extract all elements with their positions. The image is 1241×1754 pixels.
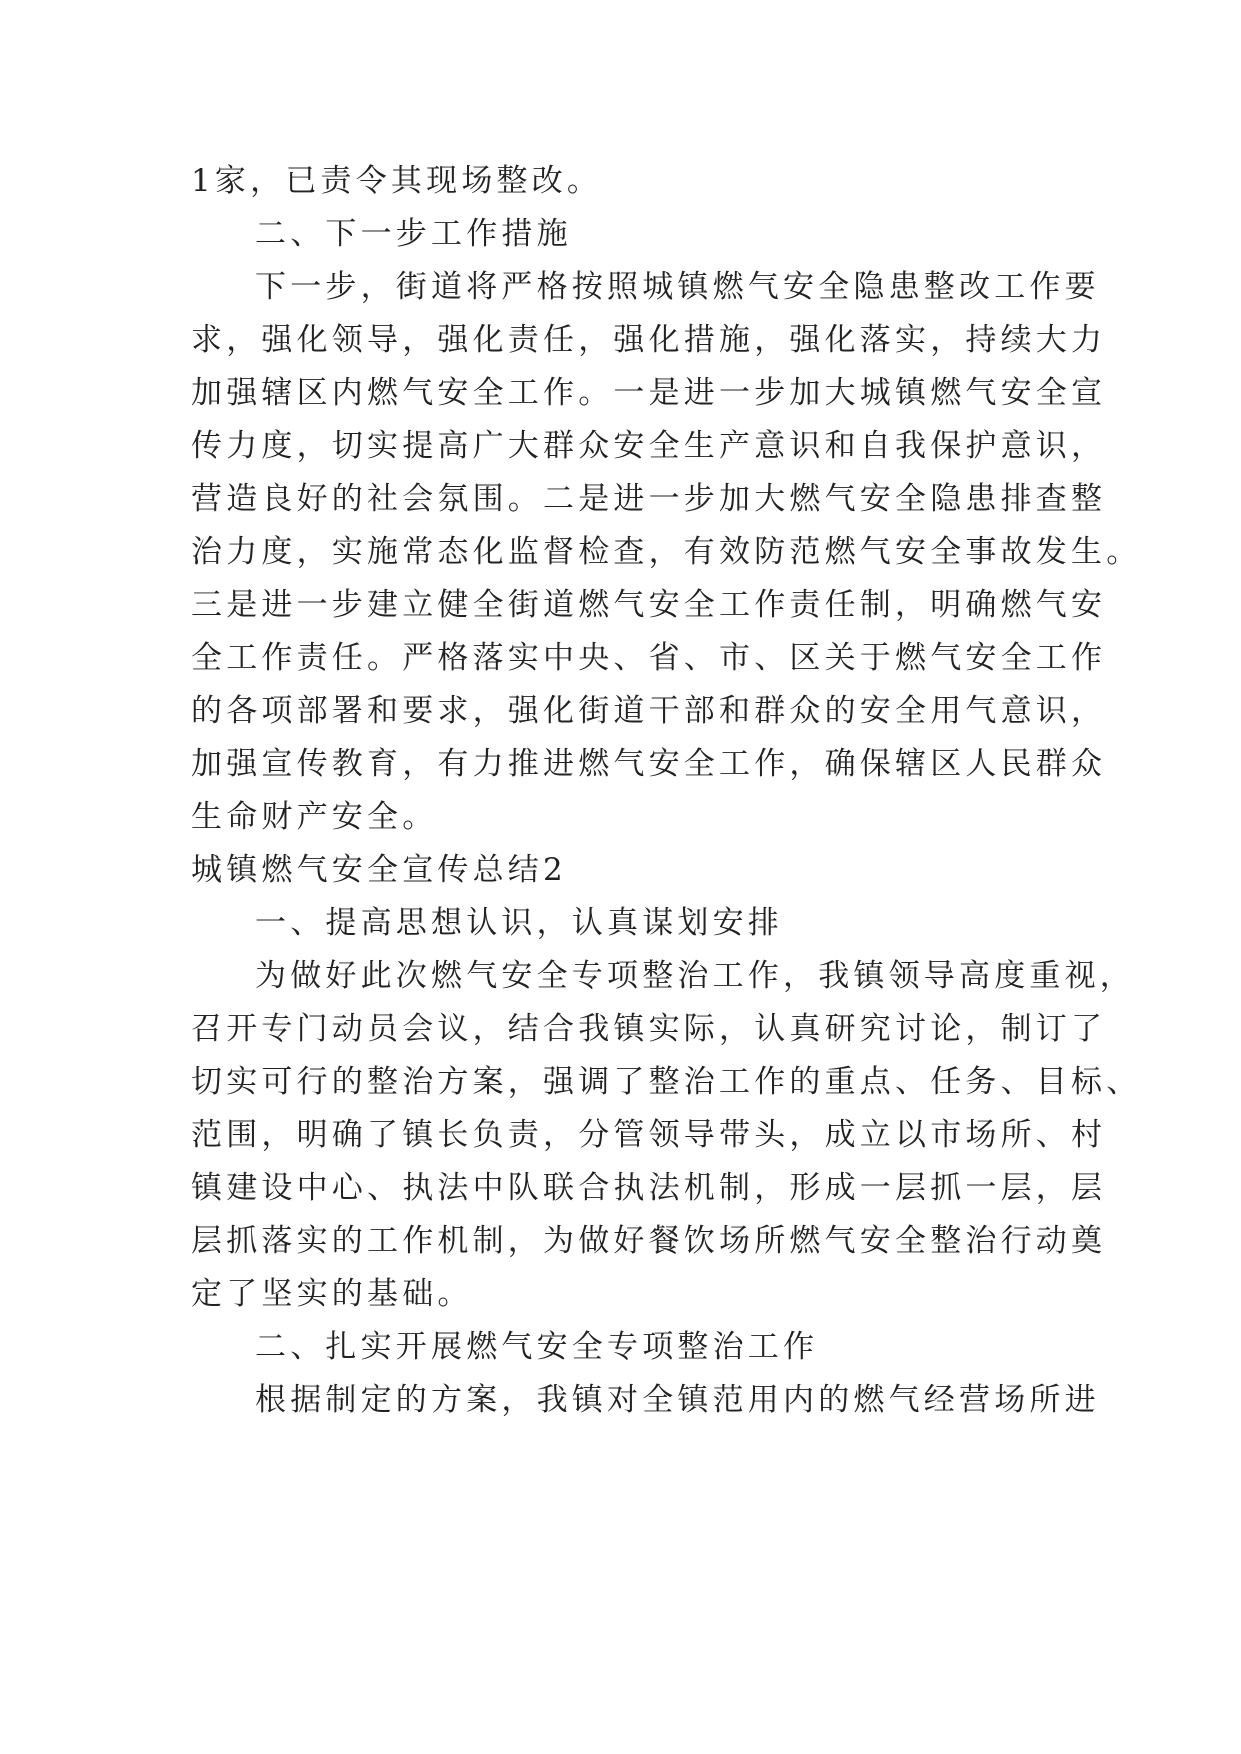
paragraph-first-line: 为做好此次燃气安全专项整治工作，我镇领导高度重视，	[255, 958, 1135, 994]
text-line: 范围，明确了镇长负责，分管领导带头，成立以市场所、村	[191, 1117, 1107, 1153]
text-line: 求，强化领导，强化责任，强化措施，强化落实，持续大力	[191, 322, 1107, 358]
text-line: 三是进一步建立健全街道燃气安全工作责任制，明确燃气安	[191, 587, 1107, 623]
text-line: 营造良好的社会氛围。二是进一步加大燃气安全隐患排查整	[191, 481, 1107, 517]
text-line: 治力度，实施常态化监督检查，有效防范燃气安全事故发生。	[191, 534, 1142, 570]
text-line: 传力度，切实提高广大群众安全生产意识和自我保护意识，	[191, 428, 1107, 464]
text-line: 镇建设中心、执法中队联合执法机制，形成一层抓一层，层	[191, 1170, 1107, 1206]
text-line: 生命财产安全。	[191, 799, 438, 835]
text-line: 定了坚实的基础。	[191, 1276, 473, 1312]
text-line: 层抓落实的工作机制，为做好餐饮场所燃气安全整治行动奠	[191, 1223, 1107, 1259]
text-line: 召开专门动员会议，结合我镇实际，认真研究讨论，制订了	[191, 1011, 1107, 1047]
document-body	[191, 155, 1142, 1427]
paragraph-first-line: 下一步，街道将严格按照城镇燃气安全隐患整改工作要	[255, 269, 1100, 305]
text-line: 加强宣传教育，有力推进燃气安全工作，确保辖区人民群众	[191, 746, 1107, 782]
section-heading: 一、提高思想认识，认真谋划安排	[255, 905, 783, 941]
section-heading: 二、扎实开展燃气安全专项整治工作	[255, 1329, 819, 1365]
text-line: 的各项部署和要求，强化街道干部和群众的安全用气意识，	[191, 693, 1107, 729]
document-title: 城镇燃气安全宣传总结2	[191, 852, 567, 888]
text-line: 加强辖区内燃气安全工作。一是进一步加大城镇燃气安全宣	[191, 375, 1107, 411]
text-line: 1家，已责令其现场整改。	[191, 163, 603, 199]
paragraph-first-line: 根据制定的方案，我镇对全镇范用内的燃气经营场所进	[255, 1382, 1100, 1418]
text-line: 全工作责任。严格落实中央、省、市、区关于燃气安全工作	[191, 640, 1107, 676]
section-heading: 二、下一步工作措施	[255, 216, 572, 252]
text-line: 切实可行的整治方案，强调了整治工作的重点、任务、目标、	[191, 1064, 1142, 1100]
